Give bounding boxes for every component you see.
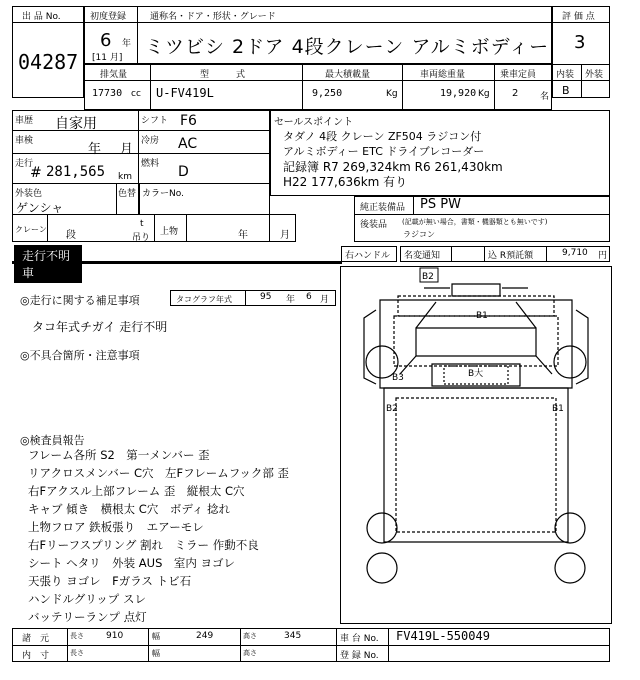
inner-width-label: 幅 [152,649,160,658]
inspection-label: 車検 [15,136,34,146]
supplementary-text: タコ年式チガイ 走行不明 [32,320,168,334]
ac-label: 冷房 [141,136,160,146]
model-code-label: 型 式 [200,70,246,80]
sales-label: セールスポイント [274,117,354,128]
model-code: U-FV419L [156,86,214,100]
shift-label: シフト [141,116,169,126]
tacho-month: 6 [306,292,312,302]
upper-month: 月 [280,230,290,241]
height-value: 345 [284,631,302,641]
max-load-label: 最大積載量 [325,70,371,80]
max-load-value: 9,250 [312,88,343,99]
tacho-label: タコグラフ年式 [176,295,232,304]
damage-mark-b1-right: B1 [552,404,564,414]
chassis-label: 車 台 No. [340,634,379,644]
damage-mark-b2-top: B2 [422,272,434,282]
color-change-label: 色替 [118,189,137,199]
inner-length-label: 長さ [70,649,84,657]
chassis-value: FV419L-550049 [396,629,490,643]
dims-label: 諸 元 [22,634,50,644]
width-label: 幅 [152,632,160,641]
inspector-line-6: 右Fリーフスプリング 割れ ミラー 作動不良 [28,538,259,552]
deposit-label: 込 R預託額 [488,251,534,261]
specs-box [84,64,552,110]
mileage-value: 281,565 [46,164,106,180]
truck-diagram [340,266,612,624]
interior-score: B [562,84,570,97]
inspector-line-2: リアクロスメンバー C穴 左Fフレームフック部 歪 [28,466,290,480]
lot-number: 04287 [18,50,79,74]
inspector-line-9: ハンドルグリップ スレ [28,592,146,606]
inspector-line-3: 右Fアクスル上部フレーム 歪 縦根太 C穴 [28,484,245,498]
capacity-value: 2 [512,88,519,99]
damage-mark-b3: B3 [392,373,404,383]
inspection-year: 年 [88,142,102,157]
grade-score: 3 [574,32,586,53]
displacement-label: 排気量 [100,70,128,80]
gross-weight-label: 車両総重量 [420,70,466,80]
registration-label: 登 録 No. [340,651,379,661]
steering-value: 右ハンドル [345,251,391,261]
model-label: 通称名・ドア・形状・グレード [150,12,276,22]
crane-label: クレーン [15,225,47,234]
inspector-line-5: 上物フロア 鉄板張り エアーモレ [28,520,204,534]
sales-line-3: 記録簿 R7 269,324km R6 261,430km [283,160,503,174]
max-load-unit: Kg [386,89,398,99]
history-value: 自家用 [55,116,97,132]
length-value: 910 [106,631,124,641]
shift-value: F6 [180,113,197,129]
car-name: ミツビシ 2ドア 4段クレーン アルミボディー [145,36,550,58]
exterior-label: 外装 [585,70,604,80]
equipment-label: 純正装備品 [360,203,406,213]
deposit-unit: 円 [598,251,608,261]
tacho-year-unit: 年 [286,295,296,305]
crane-steps: 段 [66,230,76,241]
upper-year: 年 [238,230,248,241]
width-value: 249 [196,631,214,641]
inspector-line-10: バッテリーランプ 点灯 [28,610,147,624]
capacity-label: 乗車定員 [500,70,537,80]
sales-line-1: タダノ 4段 クレーン ZF504 ラジコン付 [283,130,482,143]
mileage-unit: km [118,172,132,182]
length-label: 長さ [70,632,84,640]
first-reg-year: 6 [100,30,112,51]
aftermarket-label: 後装品 [360,220,388,230]
color-label: 外装色 [15,189,43,199]
first-reg-year-unit: 年 [122,39,132,49]
damage-mark-b-large: B大 [468,369,484,379]
first-reg-label: 初度登録 [90,12,127,22]
mileage-prefix: # [30,165,42,181]
color-value: ゲンシャ [16,201,64,215]
crane-ton: t [140,219,144,229]
color-no-label: カラーNo. [142,189,184,199]
deposit-value: 9,710 [562,248,588,258]
gross-weight-unit: Kg [478,89,490,99]
tacho-month-unit: 月 [320,295,330,305]
fuel-value: D [178,164,189,180]
inspector-line-8: 天張り ヨゴレ Fガラス トビ石 [28,574,192,588]
inspector-line-1: フレーム各所 S2 第一メンバー 歪 [28,448,210,462]
sales-line-2: アルミボディー ETC ドライブレコーダー [283,145,485,158]
ac-value: AC [178,136,198,152]
aftermarket-note: (記載が無い場合，書類・機器類とも無いです) [402,218,548,226]
crane-lift: 吊り [132,233,151,243]
aftermarket-value: ラジコン [403,230,435,239]
grade-label: 評 価 点 [562,12,595,22]
lot-label: 出 品 No. [22,12,61,22]
inspector-title: ◎検査員報告 [20,434,85,447]
inspection-month: 月 [120,142,134,157]
damage-mark-b2-left: B2 [386,404,398,414]
inspector-line-7: シート ヘタリ 外装 AUS 室内 ヨゴレ [28,556,236,570]
height-label: 高さ [243,632,257,640]
history-label: 車歴 [15,116,34,126]
interior-label: 内装 [556,70,575,80]
gross-weight-value: 19,920 [440,88,477,99]
upper-label: 上物 [160,227,179,237]
equipment-value: PS PW [420,197,461,212]
unknown-mileage-banner: 走行不明車 [14,245,82,283]
fuel-label: 燃料 [141,159,160,169]
displacement-value: 17730 [92,88,123,99]
tacho-year: 95 [260,292,272,302]
defects-title: ◎不具合箇所・注意事項 [20,349,140,362]
sales-line-4: H22 177,636km 有り [283,175,408,189]
inner-dims-label: 内 寸 [22,651,50,661]
first-reg-month: [11 月] [92,53,123,63]
supplementary-title: ◎走行に関する補足事項 [20,294,140,307]
displacement-unit: cc [131,89,141,99]
name-change-label: 名変通知 [404,251,441,261]
mileage-label: 走行 [15,159,34,169]
capacity-unit: 名 [540,92,550,102]
damage-mark-b1-top: B1 [476,311,488,321]
inner-height-label: 高さ [243,649,257,657]
inspector-line-4: キャブ 傾き 横根太 C穴 ボディ 捻れ [28,502,231,516]
